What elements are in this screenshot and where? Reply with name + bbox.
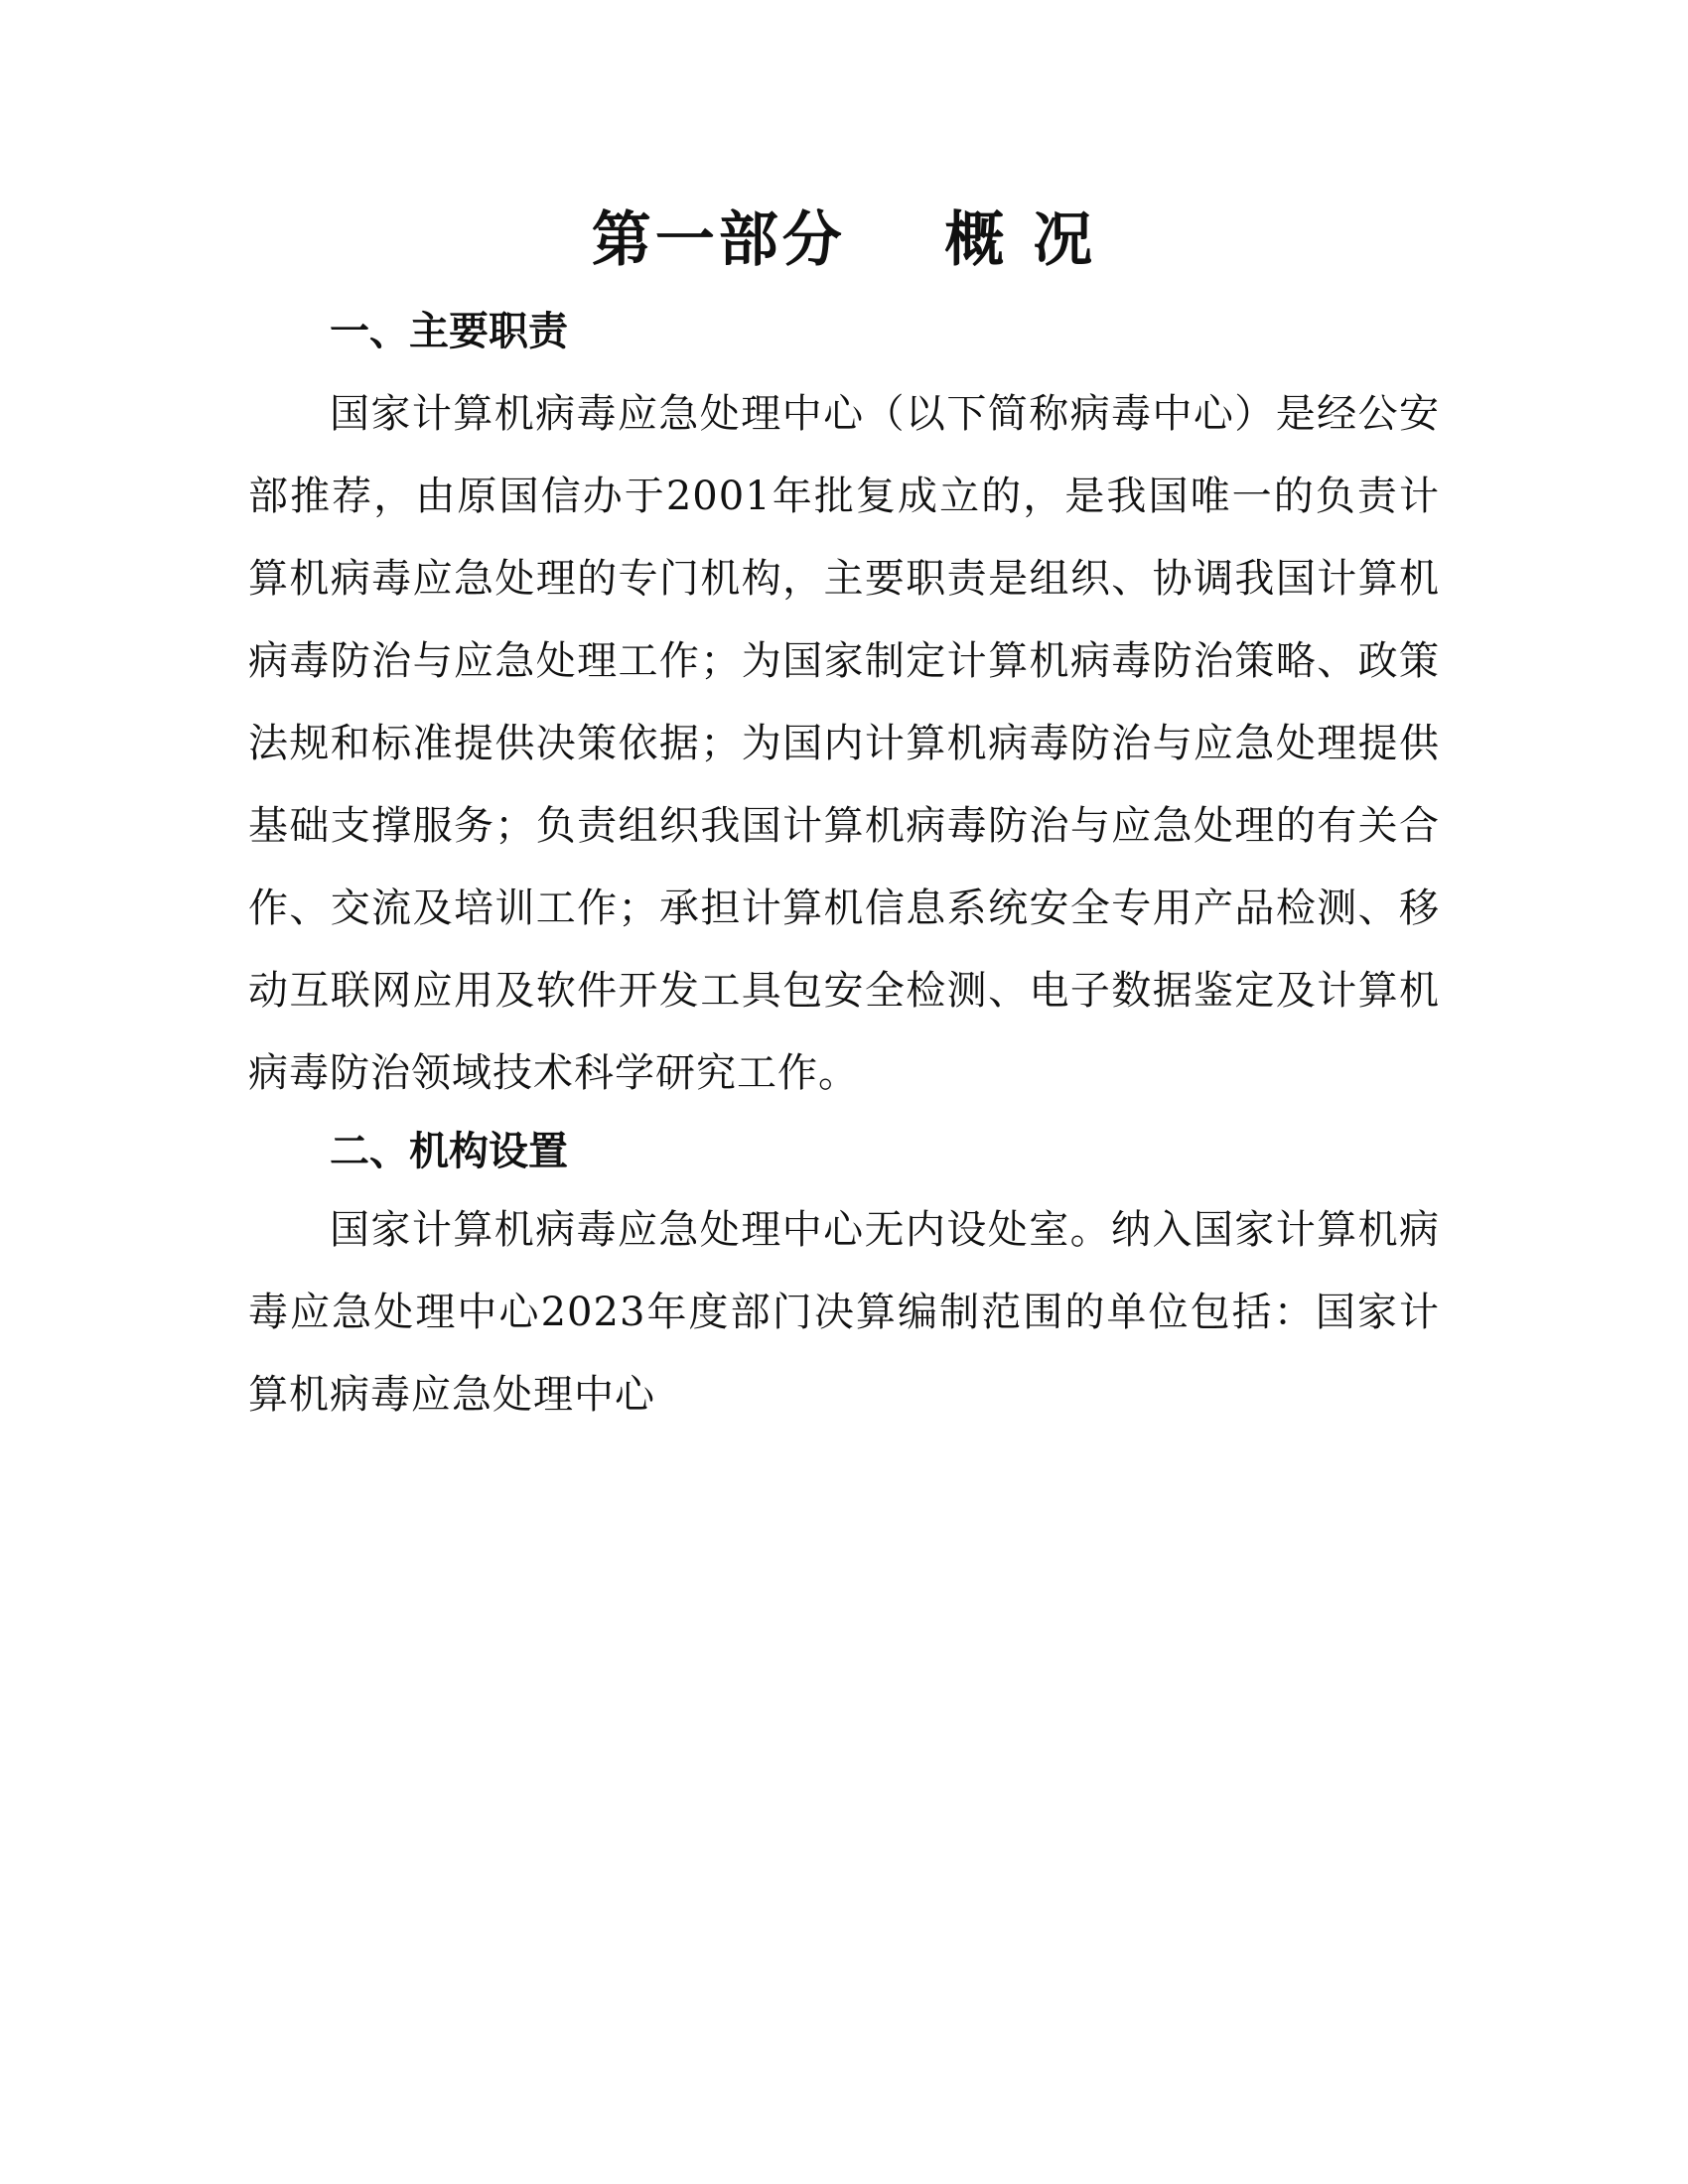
section-heading-responsibilities: 一、主要职责 (330, 309, 568, 354)
page-title: 第一部分 概 况 (591, 205, 1097, 275)
section-paragraph-responsibilities: 国家计算机病毒应急处理中心（以下简称病毒中心）是经公安部推荐，由原国信办于2001年批复成立的，是我国唯一的负责计算机病毒应急处理的专门机构，主要职责是组织、协调我国计算机病毒防治与应急处理工作；为国家制定计算机病毒防治策略、政策法规和标准提供决策依据；为国内计算机病毒防治与应急处理提供基础支撑服务；负责组织我国计算机病毒防治与应急处理的有关合作、交流及培训工作；承担计算机信息系统安全专用产品检测、移动互联网应用及软件开发工具包安全检测、电子数据鉴定及计算机病毒防治领域技术科学研究工作。 (248, 391, 1440, 1096)
section-paragraph-organization: 国家计算机病毒应急处理中心无内设处室。纳入国家计算机病毒应急处理中心2023年度部门决算编制范围的单位包括：国家计算机病毒应急处理中心 (248, 1207, 1440, 1418)
section-heading-organization: 二、机构设置 (330, 1129, 568, 1174)
